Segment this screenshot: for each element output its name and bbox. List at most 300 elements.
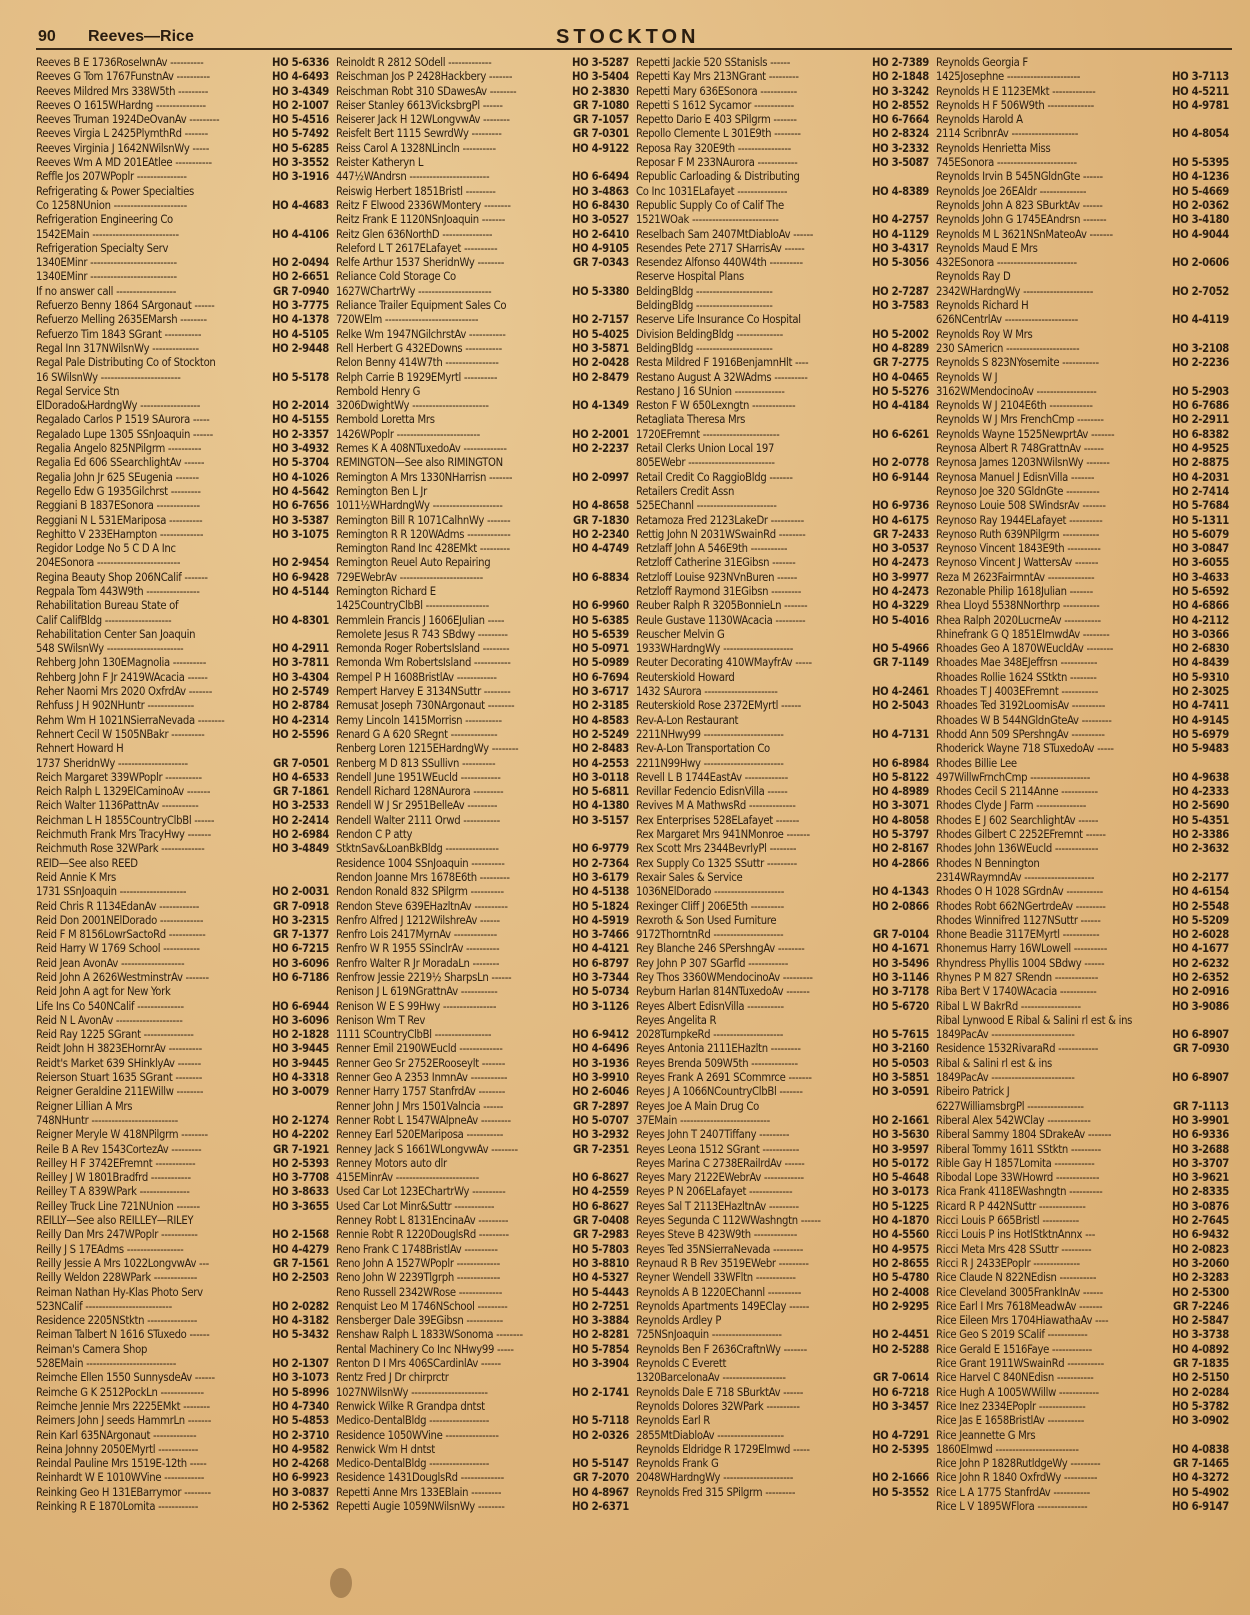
entry-phone: HO 2-1568	[272, 1228, 329, 1242]
entry-phone: HO 3-3071	[872, 799, 929, 813]
entry-phone: HO 2-6046	[572, 1085, 629, 1099]
directory-entry	[936, 199, 1229, 213]
entry-name: Reyes Sal T 2113EHazltnAv ---------	[636, 1199, 799, 1213]
entry-name: Rental Machinery Co Inc NHwy99 -----	[336, 1342, 514, 1356]
entry-name: Rhyndress Phyllis 1004 SBdwy ------	[936, 956, 1105, 970]
entry-name: Reynoso Vincent 1843E9th ----------	[936, 542, 1101, 556]
entry-phone: HO 2-0284	[1172, 1385, 1229, 1399]
directory-entry	[936, 914, 1229, 928]
entry-name: 2314WRaymndAv ---------------------	[936, 870, 1095, 884]
directory-entry	[636, 1057, 929, 1071]
entry-name: Reynoso Louie 508 SWindsrAv -------	[936, 499, 1106, 513]
entry-phone: HO 4-6493	[272, 70, 329, 84]
entry-name: Residence 1004 SSnJoaquin ----------	[336, 856, 505, 870]
entry-phone: HO 2-8784	[272, 699, 329, 713]
directory-entry	[36, 185, 329, 199]
entry-name: Rehnert Cecil W 1505NBakr ----------	[36, 727, 205, 741]
entry-phone: GR 7-0930	[1172, 1042, 1229, 1056]
entry-phone: HO 2-0606	[1172, 256, 1229, 270]
entry-name: 1320BarcelonaAv -------------------	[636, 1371, 786, 1385]
entry-phone: GR 7-2070	[572, 1471, 629, 1485]
entry-phone: HO 2-6232	[1172, 956, 1229, 970]
directory-entry	[936, 99, 1229, 113]
entry-name: Riberal Sammy 1804 SDrakeAv -------	[936, 1128, 1112, 1142]
entry-name: Rhoades Geo A 1870WEucldAv --------	[936, 642, 1114, 656]
entry-phone: HO 4-1378	[272, 313, 329, 327]
entry-phone: GR 7-1377	[272, 928, 329, 942]
directory-entry	[36, 628, 329, 642]
entry-phone: HO 3-2315	[272, 913, 329, 927]
directory-entry	[336, 714, 629, 728]
page-name-range: Reeves—Rice	[88, 28, 194, 45]
entry-name: 528EMain ---------------------------	[36, 1357, 177, 1371]
directory-entry	[336, 828, 629, 842]
entry-phone: HO 6-8382	[1172, 427, 1229, 441]
directory-entry	[336, 1114, 629, 1128]
entry-phone: GR 7-0918	[272, 899, 329, 913]
directory-entry	[636, 828, 929, 842]
entry-name: Reggiani N L 531EMariposa ----------	[36, 513, 203, 527]
directory-entry	[36, 328, 329, 342]
entry-name: Reeves O 1615WHardng ---------------	[36, 98, 206, 112]
entry-name: Remington R R 120WAdms -------------	[336, 527, 511, 541]
directory-entry	[336, 1443, 629, 1457]
entry-name: Renberg M D 813 SSullivn ----------	[336, 756, 496, 770]
entry-name: Repollo Clemente L 301E9th --------	[636, 127, 801, 141]
entry-phone: HO 3-1075	[272, 527, 329, 541]
directory-entry	[636, 599, 929, 613]
directory-entry	[636, 199, 929, 213]
entry-name: Remington Richard E	[336, 584, 436, 598]
directory-entry	[36, 528, 329, 542]
directory-column-2	[336, 56, 629, 1601]
directory-entry	[636, 514, 929, 528]
directory-entry	[36, 1114, 329, 1128]
directory-entry	[936, 1228, 1229, 1242]
entry-name: 2028TurnpkeRd ---------------------	[636, 1028, 784, 1042]
entry-phone: HO 4-8583	[572, 713, 629, 727]
entry-name: Refrigerating & Power Specialties	[36, 184, 194, 198]
directory-entry	[336, 328, 629, 342]
entry-name: Reynolds Georgia F	[936, 56, 1028, 69]
directory-entry	[36, 1157, 329, 1171]
entry-phone: HO 2-6371	[572, 1499, 629, 1513]
entry-name: 626NCentrlAv ----------------------	[936, 313, 1079, 327]
entry-phone: HO 3-6096	[272, 956, 329, 970]
directory-entry	[636, 771, 929, 785]
entry-phone: HO 5-4648	[872, 1171, 929, 1185]
entry-name: Reilley H F 3742EFremnt ------------	[36, 1156, 196, 1170]
entry-phone: HO 5-6079	[1172, 527, 1229, 541]
directory-entry	[936, 699, 1229, 713]
entry-name: Reposa Ray 320E9th ----------------	[636, 141, 792, 155]
entry-name: Reichmuth Rose 32WPark -------------	[36, 842, 205, 856]
entry-name: Renshaw Ralph L 1833WSonoma --------	[336, 1328, 523, 1342]
entry-phone: HO 4-0838	[1172, 1442, 1229, 1456]
directory-entry	[636, 742, 929, 756]
entry-name: Reilley T A 839WPark ---------------	[36, 1185, 190, 1199]
entry-name: Renner Geo A 2353 InmnAv -----------	[336, 1071, 508, 1085]
directory-entry	[636, 571, 929, 585]
directory-entry	[636, 728, 929, 742]
entry-name: Reynoso Vincent J WattersAv -------	[936, 556, 1099, 570]
directory-entry	[936, 1386, 1229, 1400]
directory-entry	[936, 785, 1229, 799]
directory-entry	[36, 1014, 329, 1028]
entry-phone: HO 2-1741	[572, 1385, 629, 1399]
entry-phone: HO 3-6717	[572, 685, 629, 699]
entry-phone: HO 4-4683	[272, 198, 329, 212]
entry-name: Renner John J Mrs 1501Valncia ------	[336, 1099, 504, 1113]
entry-phone: HO 4-0892	[1172, 1342, 1229, 1356]
entry-name: Rice L A 1775 StanfrdAv -----------	[936, 1485, 1090, 1499]
entry-phone: HO 5-6811	[572, 785, 629, 799]
entry-name: Reynoso Ray 1944ELafayet ----------	[936, 513, 1103, 527]
directory-entry	[336, 928, 629, 942]
entry-name: 37EMain ---------------------------	[636, 1113, 770, 1127]
entry-phone: HO 2-3283	[1172, 1271, 1229, 1285]
directory-entry	[936, 571, 1229, 585]
entry-name: Regal Pale Distributing Co of Stockton	[36, 356, 216, 370]
entry-name: Reynosa James 1203NWilsnWy -------	[936, 456, 1110, 470]
entry-name: Reich Margaret 339WPoplr -----------	[36, 770, 202, 784]
entry-name: Rhoades W B 544NGldnGteAv ---------	[936, 713, 1112, 727]
entry-phone: HO 4-1671	[872, 942, 929, 956]
directory-entry	[636, 1243, 929, 1257]
entry-name: 1737 SheridnWy ---------------------	[36, 756, 188, 770]
directory-entry	[636, 1042, 929, 1056]
entry-phone: HO 5-9483	[1172, 742, 1229, 756]
directory-entry	[336, 1100, 629, 1114]
directory-entry	[636, 1143, 929, 1157]
entry-name: Renfro Walter R Jr MoradaLn --------	[336, 956, 500, 970]
entry-phone: HO 3-4849	[272, 842, 329, 856]
entry-name: Reich Walter 1136PattnAv -----------	[36, 799, 199, 813]
directory-entry	[636, 1228, 929, 1242]
directory-entry	[636, 1286, 929, 1300]
directory-entry	[336, 556, 629, 570]
entry-name: Rice Geo S 2019 SCalif ------------	[936, 1328, 1088, 1342]
entry-phone: HO 2-1007	[272, 98, 329, 112]
entry-name: Reyes Ted 35NSierraNevada ---------	[636, 1242, 804, 1256]
directory-entry	[336, 842, 629, 856]
city-title: STOCKTON	[556, 26, 700, 48]
directory-entry	[36, 1071, 329, 1085]
entry-name: Residence 1532RivaraRd ------------	[936, 1042, 1099, 1056]
directory-entry	[636, 499, 929, 513]
entry-phone: HO 2-6410	[572, 227, 629, 241]
entry-phone: HO 3-0537	[872, 542, 929, 556]
entry-phone: HO 5-4516	[272, 113, 329, 127]
directory-entry	[936, 1271, 1229, 1285]
entry-phone: HO 5-7854	[572, 1342, 629, 1356]
entry-name: 1425Josephne ----------------------	[936, 70, 1081, 84]
entry-name: Reher Naomi Mrs 2020 OxfrdAv -------	[36, 685, 213, 699]
directory-entry	[936, 313, 1229, 327]
directory-entry	[336, 757, 629, 771]
entry-phone: HO 4-8389	[872, 184, 929, 198]
directory-entry	[336, 1042, 629, 1056]
entry-name: Releford L T 2617ELafayet ----------	[336, 241, 498, 255]
entry-name: Reidt John H 3823EHornrAv ----------	[36, 1042, 202, 1056]
directory-entry	[936, 242, 1229, 256]
entry-name: Reyes J A 1066NCountryClbBl -------	[636, 1085, 803, 1099]
directory-entry	[936, 56, 1229, 70]
entry-name: Reno Russell 2342WRose -------------	[336, 1285, 503, 1299]
entry-name: Rhoades Mae 348EJeffrsn -----------	[936, 656, 1098, 670]
entry-name: Renney Motors auto dlr	[336, 1156, 447, 1170]
entry-phone: HO 3-9977	[872, 570, 929, 584]
entry-phone: HO 2-5395	[872, 1442, 929, 1456]
entry-phone: HO 4-9145	[1172, 713, 1229, 727]
entry-name: REMINGTON—See also RIMINGTON	[336, 456, 503, 470]
entry-phone: HO 4-1677	[1172, 942, 1229, 956]
entry-name: Retzlaff John A 546E9th -----------	[636, 542, 788, 556]
entry-name: Residence 2205NStktn ---------------	[36, 1314, 198, 1328]
directory-entry	[36, 456, 329, 470]
entry-phone: HO 3-5087	[872, 156, 929, 170]
directory-entry	[336, 685, 629, 699]
directory-entry	[336, 485, 629, 499]
directory-entry	[336, 799, 629, 813]
entry-name: Reilly Jessie A Mrs 1022LongvwAv ---	[36, 1256, 210, 1270]
entry-phone: GR 7-2897	[572, 1099, 629, 1113]
entry-phone: HO 3-1146	[872, 971, 929, 984]
entry-phone: HO 2-7052	[1172, 284, 1229, 298]
entry-name: Reindal Pauline Mrs 1519E-12th -----	[36, 1457, 207, 1471]
directory-entry	[36, 1143, 329, 1157]
directory-entry	[636, 971, 929, 985]
entry-name: 1036NElDorado ---------------------	[636, 885, 785, 899]
directory-entry	[336, 228, 629, 242]
entry-phone: HO 3-5387	[272, 513, 329, 527]
entry-phone: HO 5-3552	[872, 1485, 929, 1499]
directory-entry	[36, 99, 329, 113]
entry-name: Rhodes O H 1028 SGrdnAv -----------	[936, 885, 1103, 899]
directory-entry	[336, 499, 629, 513]
directory-entry	[336, 857, 629, 871]
entry-name: Retamoza Fred 2123LakeDr ----------	[636, 513, 804, 527]
entry-phone: HO 4-6175	[872, 513, 929, 527]
directory-entry	[936, 528, 1229, 542]
entry-name: Rentz Fred J Dr chirprctr	[336, 1371, 449, 1385]
directory-entry	[636, 985, 929, 999]
directory-entry	[936, 428, 1229, 442]
entry-name: REID—See also REED	[36, 856, 138, 870]
entry-phone: HO 6-8627	[572, 1171, 629, 1185]
entry-phone: HO 3-3655	[272, 1199, 329, 1213]
entry-name: Reiser Stanley 6613VicksbrgPl ------	[336, 98, 503, 112]
directory-entry	[36, 471, 329, 485]
entry-name: Reeves Virginia J 1642NWilsnWy -----	[36, 141, 210, 155]
directory-entry	[36, 442, 329, 456]
entry-name: Reiman Nathan Hy-Klas Photo Serv	[36, 1285, 203, 1299]
directory-entry	[936, 471, 1229, 485]
entry-phone: HO 2-5249	[572, 727, 629, 741]
entry-name: 1720EFremnt -----------------------	[636, 427, 780, 441]
directory-entry	[936, 1300, 1229, 1314]
directory-entry	[36, 285, 329, 299]
entry-name: Rhoades T J 4003EFremnt -----------	[936, 685, 1099, 699]
entry-name: BeldingBldg -----------------------	[636, 341, 773, 355]
directory-entry	[636, 757, 929, 771]
entry-name: 725NSnJoaquin ---------------------	[636, 1328, 782, 1342]
directory-entry	[936, 371, 1229, 385]
page-header	[36, 28, 1232, 50]
entry-name: Reilly Dan Mrs 247WPoplr -----------	[36, 1228, 198, 1242]
entry-name: Regidor Lodge No 5 C D A Inc	[36, 542, 176, 556]
entry-name: 720WElm ----------------------------	[336, 313, 479, 327]
entry-name: Rex Margaret Mrs 941NMonroe -------	[636, 828, 810, 842]
entry-name: Rhynes P M 827 SRendn -------------	[936, 971, 1099, 984]
directory-entry	[336, 542, 629, 556]
entry-name: 805EWebr --------------------------	[636, 456, 775, 470]
entry-name: Regal Inn 317NWilsnWy --------------	[36, 341, 199, 355]
entry-phone: HO 3-0366	[1172, 627, 1229, 641]
directory-entry	[936, 1200, 1229, 1214]
directory-entry	[336, 1486, 629, 1500]
directory-entry	[636, 1128, 929, 1142]
entry-name: Relph Carrie B 1929EMyrtl ----------	[336, 370, 498, 384]
entry-phone: HO 5-3432	[272, 1328, 329, 1342]
directory-entry	[36, 356, 329, 370]
entry-phone: HO 2-5749	[272, 685, 329, 699]
directory-entry	[336, 971, 629, 985]
entry-name: 2114 ScribnrAv --------------------	[936, 127, 1079, 141]
entry-phone: GR 7-0408	[572, 1214, 629, 1228]
entry-name: Reiman's Camera Shop	[36, 1342, 148, 1356]
directory-entry	[936, 385, 1229, 399]
entry-name: Rice Hugh A 1005WWillw ------------	[936, 1385, 1099, 1399]
entry-phone: HO 3-0118	[572, 770, 629, 784]
entry-name: Reeves Truman 1924DeOvanAv ---------	[36, 113, 220, 127]
directory-entry	[336, 1400, 629, 1414]
entry-name: 1426WPoplr -------------------------	[336, 427, 480, 441]
directory-entry	[336, 170, 629, 184]
entry-phone: HO 3-4180	[1172, 213, 1229, 227]
directory-entry	[936, 642, 1229, 656]
directory-entry	[636, 914, 929, 928]
entry-name: 1111 SCountryClbBl -----------------	[336, 1028, 492, 1042]
directory-entry	[936, 671, 1229, 685]
entry-phone: HO 4-5105	[272, 327, 329, 341]
entry-phone: HO 3-2533	[272, 799, 329, 813]
directory-entry	[336, 1157, 629, 1171]
directory-entry	[936, 328, 1229, 342]
entry-phone: HO 6-9144	[872, 470, 929, 484]
entry-name: 1432 SAurora ----------------------	[636, 685, 778, 699]
entry-name: Remolete Jesus R 743 SBdwy ---------	[336, 627, 508, 641]
entry-name: Reynolds John A 823 SBurktAv ------	[936, 198, 1103, 212]
entry-name: 729EWebrAv -------------------------	[336, 570, 483, 584]
entry-phone: HO 3-0902	[1172, 1414, 1229, 1428]
entry-phone: GR 7-0614	[872, 1371, 929, 1385]
entry-phone: HO 4-7340	[272, 1399, 329, 1413]
entry-phone: HO 2-0823	[1172, 1242, 1229, 1256]
entry-name: 1011½WHardngWy ---------------------	[336, 499, 503, 513]
directory-entry	[936, 213, 1229, 227]
entry-phone: GR 7-2433	[872, 527, 929, 541]
directory-entry	[936, 1328, 1229, 1342]
entry-phone: HO 2-7389	[872, 56, 929, 69]
entry-phone: HO 6-7664	[872, 113, 929, 127]
page-number: 90	[38, 28, 56, 45]
directory-entry	[636, 456, 929, 470]
directory-entry	[336, 313, 629, 327]
entry-name: Used Car Lot Minr&Suttr ------------	[336, 1199, 495, 1213]
directory-entry	[336, 1128, 629, 1142]
entry-phone: HO 3-9086	[1172, 999, 1229, 1013]
entry-phone: GR 7-1113	[1172, 1099, 1229, 1113]
directory-entry	[336, 1328, 629, 1342]
entry-phone: HO 5-4966	[872, 642, 929, 656]
directory-entry	[636, 113, 929, 127]
entry-name: Reynolds Joe 26EAldr --------------	[936, 184, 1087, 198]
directory-entry	[936, 185, 1229, 199]
entry-phone: HO 5-4025	[572, 327, 629, 341]
entry-phone: HO 3-3457	[872, 1399, 929, 1413]
entry-name: Reischman Jos P 2428Hackbery -------	[336, 70, 513, 84]
entry-phone: HO 3-7344	[572, 971, 629, 984]
directory-entry	[36, 1028, 329, 1042]
entry-name: Reynolds Dolores 32WPark ----------	[636, 1399, 800, 1413]
directory-entry	[936, 714, 1229, 728]
entry-name: 2855MtDiabloAv --------------------	[636, 1428, 784, 1442]
entry-phone: HO 2-7287	[872, 284, 929, 298]
entry-name: Reynolds H E 1123EMkt -------------	[936, 84, 1096, 98]
entry-name: Rendell Walter 2111 Orwd -----------	[336, 813, 500, 827]
directory-entry	[36, 213, 329, 227]
entry-phone: GR 7-0343	[572, 256, 629, 270]
entry-name: Reid Don 2001NElDorado -------------	[36, 913, 204, 927]
entry-phone: HO 2-6830	[1172, 642, 1229, 656]
directory-entry	[636, 142, 929, 156]
directory-entry	[336, 985, 629, 999]
entry-name: Rehabilitation Center San Joaquin	[36, 627, 196, 641]
directory-entry	[36, 1100, 329, 1114]
directory-entry	[936, 985, 1229, 999]
directory-entry	[336, 1000, 629, 1014]
entry-phone: HO 4-7411	[1172, 699, 1229, 713]
entry-phone: HO 2-2177	[1172, 870, 1229, 884]
entry-name: Reyes Joe A Main Drug Co	[636, 1099, 759, 1113]
entry-name: Residence 1431DouglsRd -------------	[336, 1471, 504, 1485]
entry-name: 523NCalif --------------------------	[36, 1299, 172, 1313]
entry-name: Rice John P 1828RutldgeWy ---------	[936, 1457, 1101, 1471]
directory-entry	[36, 313, 329, 327]
entry-name: 745ESonora ------------------------	[936, 156, 1077, 170]
directory-entry	[636, 285, 929, 299]
entry-name: Ricci R J 2433EPoplr --------------	[936, 1256, 1080, 1270]
entry-name: Reynolds H F 506W9th --------------	[936, 98, 1094, 112]
directory-entry	[936, 442, 1229, 456]
entry-name: Reynolds W J Mrs FrenchCmp --------	[936, 413, 1104, 427]
entry-phone: HO 2-5548	[1172, 899, 1229, 913]
entry-phone: HO 2-4268	[272, 1457, 329, 1471]
directory-entry	[636, 528, 929, 542]
directory-entry	[636, 842, 929, 856]
directory-entry	[936, 499, 1229, 513]
entry-phone: HO 4-5642	[272, 484, 329, 498]
entry-name: Refuerzo Benny 1864 SArgonaut ------	[36, 299, 215, 313]
directory-entry	[336, 471, 629, 485]
entry-name: Reiserer Jack H 12WLongvwAv --------	[336, 113, 510, 127]
entry-name: Reinhardt W E 1010WVine ------------	[36, 1471, 205, 1485]
entry-name: Regpala Tom 443W9th ----------------	[36, 584, 200, 598]
directory-entry	[936, 1143, 1229, 1157]
entry-name: Reiss Carol A 1328NLincln ----------	[336, 141, 496, 155]
directory-entry	[936, 728, 1229, 742]
